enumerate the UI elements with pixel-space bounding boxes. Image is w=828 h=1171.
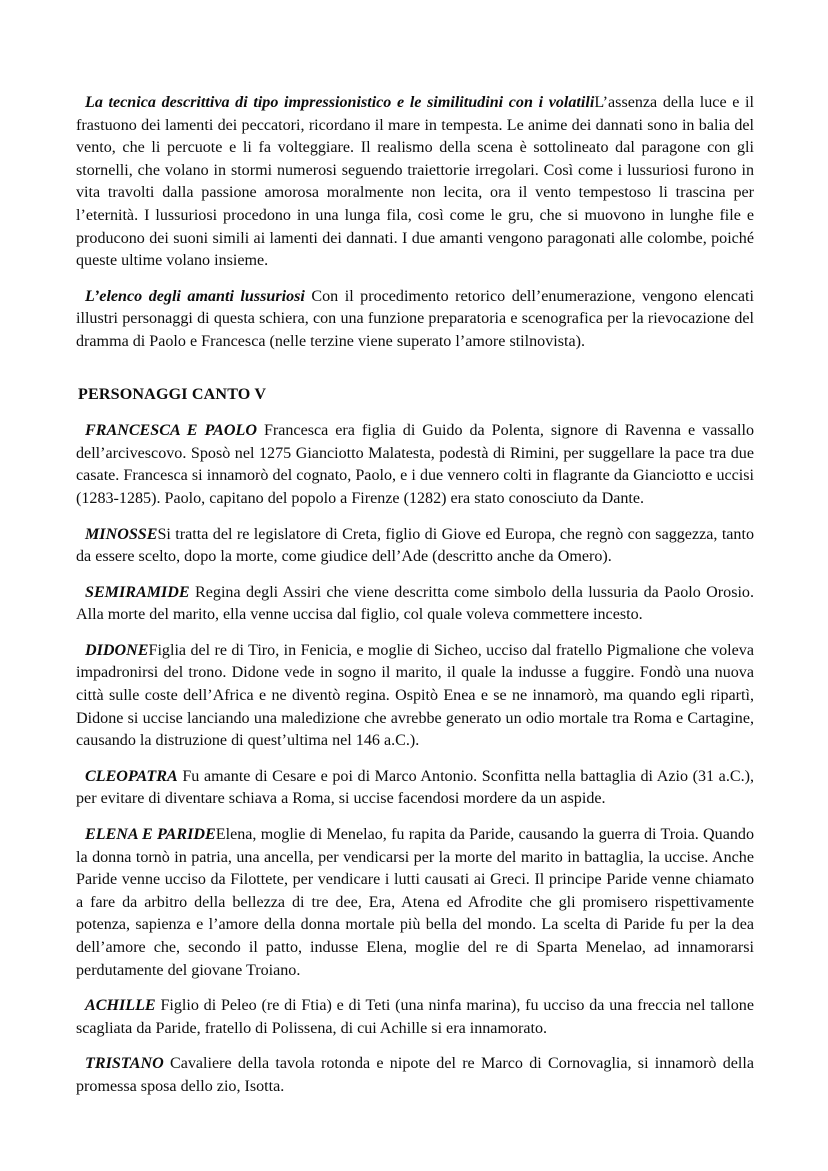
character-description: Figlio di Peleo (re di Ftia) e di Teti (una ninfa marina), fu ucciso da una freccia nel tallone scagliata da Paride, fratello di Polissena, di cui Achille si era innamorato. [76, 997, 754, 1037]
character-name: TRISTANO [85, 1055, 164, 1073]
character-entry [76, 420, 754, 510]
paragraph-lead-label: La tecnica descrittiva di tipo impressionistico e le similitudini con i volatili [85, 94, 595, 111]
character-name: FRANCESCA E PAOLO [85, 422, 257, 440]
lead-separator-space [257, 422, 264, 439]
character-entry [76, 1053, 754, 1098]
character-entry [76, 640, 754, 753]
document-text-column [76, 92, 754, 1099]
character-entry [76, 995, 754, 1040]
character-name: SEMIRAMIDE [85, 583, 190, 601]
character-name: ACHILLE [85, 997, 156, 1015]
character-name: ELENA E PARIDE [85, 826, 216, 844]
character-name: DIDONE [85, 641, 149, 659]
character-name: MINOSSE [85, 525, 158, 543]
heading-spacer-below [76, 406, 754, 420]
character-entry [76, 824, 754, 982]
character-description: Si tratta del re legislatore di Creta, figlio di Giove ed Europa, che regnò con saggezza, tanto da essere scelto, dopo la morte, come giudice dell’Ade (descritto anche da Omero). [76, 525, 754, 566]
character-description: Figlia del re di Tiro, in Fenicia, e moglie di Sicheo, ucciso dal fratello Pigmalione che voleva impadronirsi del trono. Didone vede in sogno il marito, il quale la indusse a fuggire. Fondò una nuova città sulle coste dell’Africa e ne diventò regina. Ospitò Enea e se ne innamorò, ma quando egli ripartì, Didone si uccise lanciando una maledizione che avrebbe generato un odio mortale tra Roma e Cartagine, causando la distruzione di quest’ultima nel 146 a.C.). [76, 641, 754, 750]
paragraph-body: L’assenza della luce e il frastuono dei lamenti dei peccatori, ricordano il mare in tempesta. Le anime dei dannati sono in balia del vento, che li percuote e li fa volteggiare. Il realismo della scena è sottolineato dal paragone con gli stornelli, che volano in stormi numerosi seguendo traiettorie irregolari. Così come i lussuriosi furono in vita travolti dalla passione amorosa moralmente non lecita, ora il vento tempestoso li trascina per l’eternità. I lussuriosi procedono in una lunga fila, così come le gru, che si muovono in lunghe file e producono dei suoni simili ai lamenti dei dannati. I due amanti vengono paragonati alle colombe, poiché queste ultime volano insieme. [76, 94, 755, 270]
character-description: Cavaliere della tavola rotonda e nipote del re Marco di Cornovaglia, si innamorò della promessa sposa dello zio, Isotta. [76, 1055, 755, 1095]
character-entry [76, 582, 754, 627]
character-description: Francesca era figlia di Guido da Polenta, signore di Ravenna e vassallo dell’arcivescovo. Sposò nel 1275 Gianciotto Malatesta, podestà di Rimini, per suggellare la pace tra due casate. Francesca si innamorò del cognato, Paolo, e i due vennero colti in flagrante da Gianciotto e uccisi (1283-1285). Paolo, capitano del popolo a Firenze (1282) era stato conosciuto da Dante. [76, 422, 754, 507]
character-description: Fu amante di Cesare e poi di Marco Antonio. Sconfitta nella battaglia di Azio (31 a.C.), per evitare di diventare schiava a Roma, si uccise facendosi mordere da un aspide. [76, 767, 754, 808]
character-description: Elena, moglie di Menelao, fu rapita da Paride, causando la guerra di Troia. Quando la donna tornò in patria, una ancella, per vendicarsi per la morte del marito in battaglia, la uccise. Anche Paride venne ucciso da Filottete, per vendicare i lutti causati ai Greci. Il principe Paride venne chiamato a fare da arbitro della bellezza di tre dee, Era, Atena ed Afrodite che gli promisero rispettivamente potenza, sapienza e l’amore della donna mortale più bella del mondo. La scelta di Paride fu per la dea dell’amore che, secondo il patto, indusse Elena, moglie del re di Sparta Menelao, ad innamorarsi perdutamente del giovane Troiano. [76, 826, 754, 979]
page-title: PERSONAGGI CANTO V [78, 385, 267, 403]
character-name: CLEOPATRA [85, 767, 178, 785]
character-entry [76, 524, 754, 569]
intro-paragraph [76, 92, 754, 273]
intro-paragraph [76, 286, 754, 354]
paragraph-body: Con il procedimento retorico dell’enumerazione, vengono elencati illustri personaggi di questa schiera, con una funzione preparatoria e scenografica per la rievocazione del dramma di Paolo e Francesca (nelle terzine viene superato l’amore stilnovista). [76, 287, 754, 350]
heading-spacer-above [76, 354, 754, 384]
character-entry [76, 766, 754, 811]
paragraph-lead-label: L’elenco degli amanti lussuriosi [85, 287, 305, 305]
character-description: Regina degli Assiri che viene descritta come simbolo della lussuria da Paolo Orosio. Alla morte del marito, ella venne uccisa dal figlio, col quale voleva commettere incesto. [76, 583, 755, 624]
